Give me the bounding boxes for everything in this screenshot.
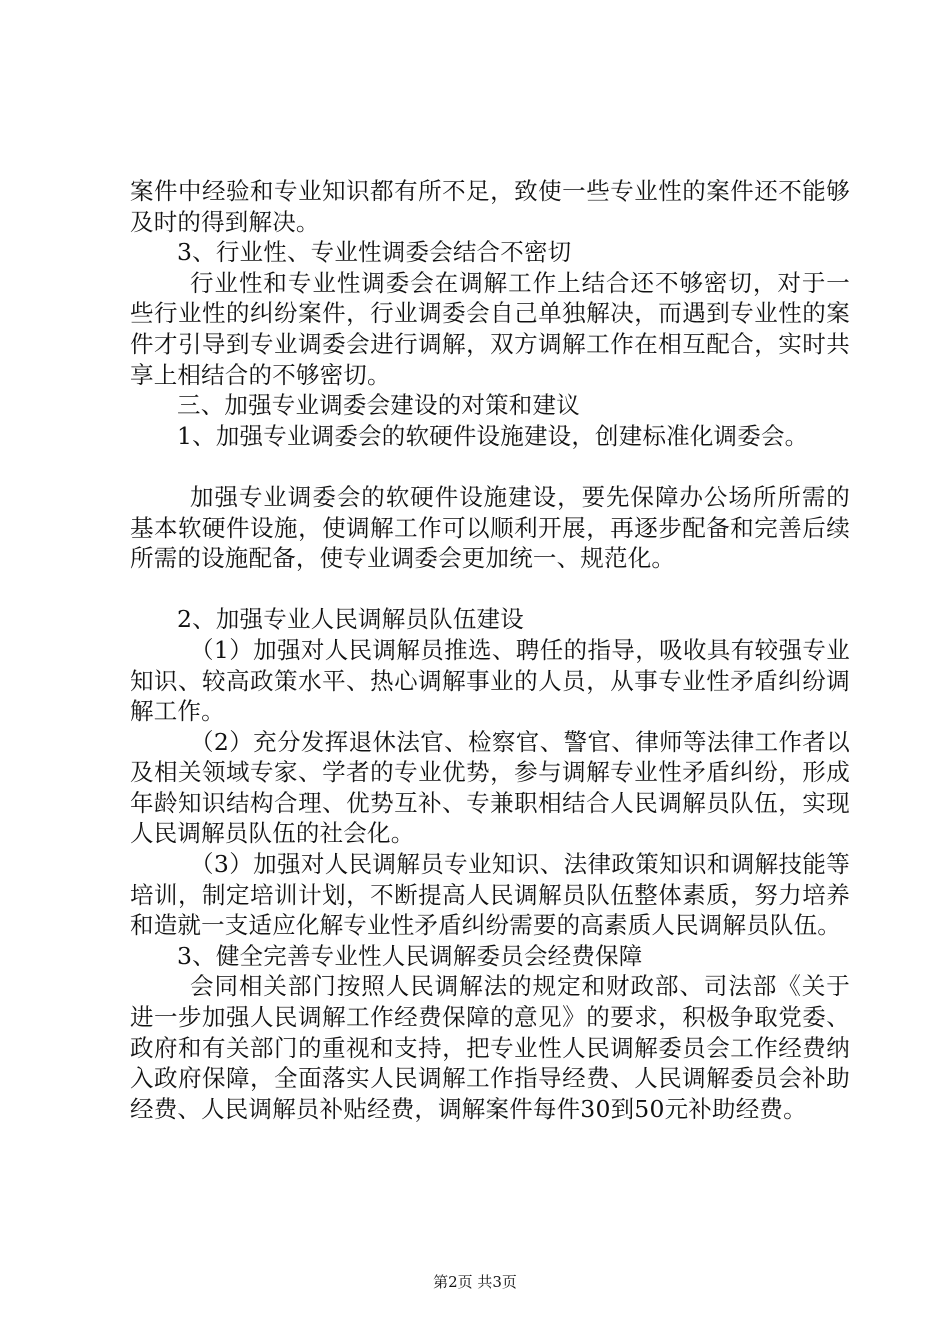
paragraph-facilities: 加强专业调委会的软硬件设施建设，要先保障办公场所所需的基本软硬件设施，使调解工作可以顺利开展，再逐步配备和完善后续所需的设施配备，使专业调委会更加统一、规范化。 [130, 482, 850, 573]
subheading-2-team: 2、加强专业人民调解员队伍建设 [177, 605, 524, 634]
paragraph-team-2: （2）充分发挥退休法官、检察官、警官、律师等法律工作者以及相关领域专家、学者的专业优势，参与调解专业性矛盾纠纷，形成年龄知识结构合理、优势互补、专兼职相结合人民调解员队伍，实现人民调解员队伍的社会化。 [130, 727, 850, 848]
subheading-3-funding: 3、健全完善专业性人民调解委员会经费保障 [177, 941, 643, 970]
blank-line [130, 574, 850, 605]
paragraph-team-3: （3）加强对人民调解员专业知识、法律政策知识和调解技能等培训，制定培训计划，不断提高人民调解员队伍整体素质，努力培养和造就一支适应化解专业性矛盾纠纷需要的高素质人民调解员队伍。 [130, 850, 850, 940]
page-footer: 第2页 共3页 [433, 1273, 517, 1291]
document-body [130, 176, 850, 1124]
paragraph-continuation: 案件中经验和专业知识都有所不足，致使一些专业性的案件还不能够及时的得到解决。 [130, 177, 850, 236]
paragraph-funding: 会同相关部门按照人民调解法的规定和财政部、司法部《关于进一步加强人民调解工作经费保障的意见》的要求，积极争取党委、政府和有关部门的重视和支持，把专业性人民调解委员会工作经费纳入政府保障，全面落实人民调解工作指导经费、人民调解委员会补助经费、人民调解员补贴经费，调解案件每件30到50元补助经费。 [130, 972, 850, 1123]
paragraph-industry: 行业性和专业性调委会在调解工作上结合还不够密切，对于一些行业性的纠纷案件，行业调委会自己单独解决，而遇到专业性的案件才引导到专业调委会进行调解，双方调解工作在相互配合，实时共享上相结合的不够密切。 [130, 268, 850, 389]
blank-line [130, 451, 850, 482]
paragraph-team-1: （1）加强对人民调解员推选、聘任的指导，吸收具有较强专业知识、较高政策水平、热心调解事业的人员，从事专业性矛盾纠纷调解工作。 [130, 635, 850, 726]
subheading-1-facilities: 1、加强专业调委会的软硬件设施建设，创建标准化调委会。 [177, 421, 809, 450]
section-heading-3: 三、加强专业调委会建设的对策和建议 [177, 391, 580, 420]
subheading-3-industry: 3、行业性、专业性调委会结合不密切 [177, 238, 572, 267]
